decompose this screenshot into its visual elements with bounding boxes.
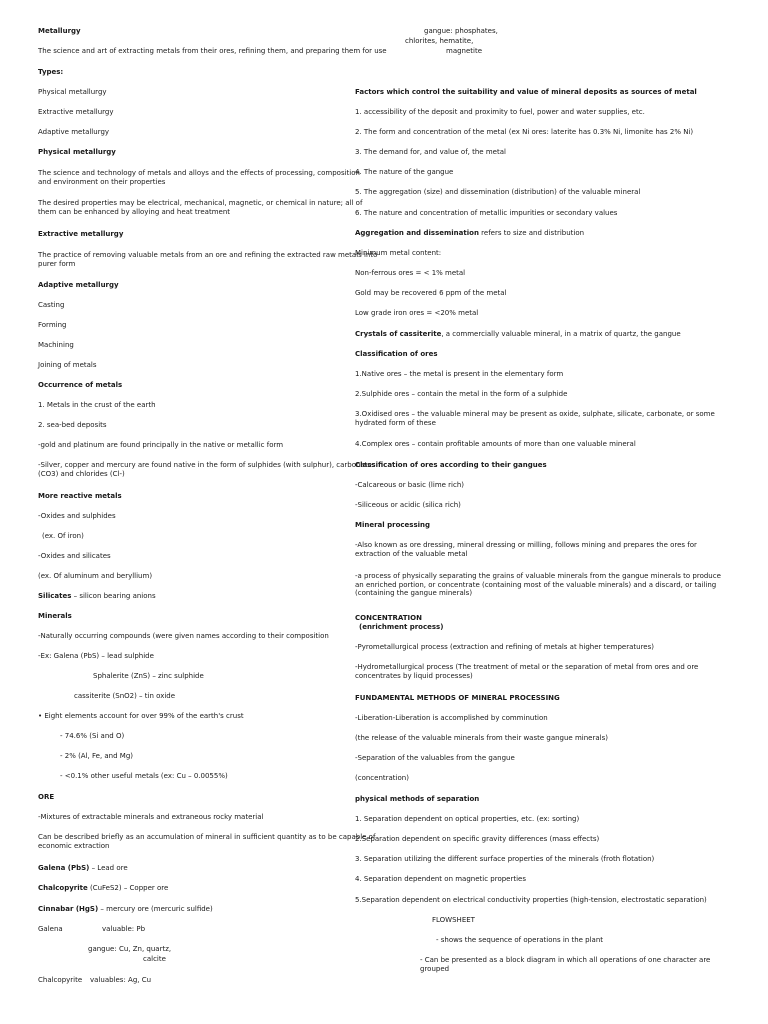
factor-item: 5. The aggregation (size) and dissemination (distribution) of the valuable mineral (355, 188, 641, 196)
galena-ore-line (38, 864, 128, 873)
ore-table-valuable: valuable: Pb (102, 925, 146, 933)
factor-item: 2. The form and concentration of the metal (ex Ni ores: laterite has 0.3% Ni, limonite has 2% Ni) (355, 128, 694, 136)
cinnabar-term: Cinnabar (HgS) (38, 905, 99, 913)
factor-item: 4. The nature of the gangue (355, 168, 454, 176)
adaptive-item: Casting (38, 301, 65, 309)
reactive-metals-heading: More reactive metals (38, 492, 122, 500)
occurrence-item: 2. sea-bed deposits (38, 421, 107, 429)
type-item: Adaptive metallurgy (38, 128, 110, 136)
reactive-example: (ex. Of iron) (42, 532, 84, 540)
silver-text: -Silver, copper and mercury are found native in the form of sulphides (with sulphur), carbonates (CO3) and chlorides (Cl-) (38, 461, 376, 478)
content-item: Low grade iron ores = <20% metal (355, 309, 479, 317)
ore-text: -Mixtures of extractable minerals and extraneous rocky material (38, 813, 264, 821)
silicates-term: Silicates (38, 592, 72, 600)
crust-percent: - 74.6% (Si and O) (60, 732, 125, 740)
concentration-heading: CONCENTRATION (355, 614, 422, 622)
crystals-line (355, 330, 681, 339)
method-item: -Separation of the valuables from the gangue (355, 754, 515, 762)
minerals-heading: Minerals (38, 612, 72, 620)
separation-item: 2.Separation dependent on specific gravity differences (mass effects) (355, 835, 600, 843)
ore-table-name: Chalcopyrite (38, 976, 83, 984)
physical-metallurgy-text: The science and technology of metals and alloys and the effects of processing, composition and environment on their properties (38, 169, 360, 186)
aggregation-line (355, 229, 584, 238)
ore-table-gangue: gangue: Cu, Zn, quartz, (88, 945, 172, 953)
crust-percent: - 2% (Al, Fe, and Mg) (60, 752, 134, 760)
classification-heading: Classification of ores (355, 350, 438, 358)
galena-term: Galena (PbS) (38, 864, 90, 872)
content-item: Non-ferrous ores = < 1% metal (355, 269, 466, 277)
mineral-example: cassiterite (SnO2) – tin oxide (74, 692, 176, 700)
mineral-processing-text: -Also known as ore dressing, mineral dressing or milling, follows mining and prepares the ores for extraction of the valuable metal (355, 541, 697, 558)
separation-item: 1. Separation dependent on optical properties, etc. (ex: sorting) (355, 815, 580, 823)
silicates-definition: – silicon bearing anions (71, 592, 156, 600)
cinnabar-ore-line (38, 905, 213, 914)
flowsheet-item: - shows the sequence of operations in the plant (436, 936, 604, 944)
ore-text-2: Can be described briefly as an accumulation of mineral in sufficient quantity as to be capable of economic extraction (38, 833, 376, 850)
cinnabar-definition: – mercury ore (mercuric sulfide) (98, 905, 213, 913)
method-item: -Liberation-Liberation is accomplished by comminution (355, 714, 548, 722)
extractive-metallurgy-heading: Extractive metallurgy (38, 230, 124, 238)
crystals-definition: , a commercially valuable mineral, in a matrix of quartz, the gangue (441, 330, 681, 338)
document-title: Metallurgy (38, 27, 81, 35)
gangue-top: chlorites, hematite, (405, 37, 474, 45)
ore-class-item: 3.Oxidised ores – the valuable mineral may be present as oxide, sulphate, silicate, carbonate, or some hydrated form of these (355, 410, 715, 427)
content-item: Gold may be recovered 6 ppm of the metal (355, 289, 507, 297)
chalcopyrite-ore-line (38, 884, 168, 893)
type-item: Extractive metallurgy (38, 108, 114, 116)
crystals-term: Crystals of cassiterite (355, 330, 442, 338)
metallurgy-definition: The science and art of extracting metals from their ores, refining them, and preparing them for use (38, 47, 387, 55)
physical-metallurgy-heading: Physical metallurgy (38, 148, 116, 156)
fundamental-methods-heading: FUNDAMENTAL METHODS OF MINERAL PROCESSING (355, 694, 560, 702)
separation-item: 3. Separation utilizing the different surface properties of the minerals (froth flotation) (355, 855, 655, 863)
method-item: (the release of the valuable minerals from their waste gangue minerals) (355, 734, 608, 742)
gangue-class-item: -Siliceous or acidic (silica rich) (355, 501, 461, 509)
separation-item: 5.Separation dependent on electrical conductivity properties (high-tension, electrostatic separation) (355, 896, 707, 904)
ore-class-item: 4.Complex ores – contain profitable amounts of more than one valuable mineral (355, 440, 636, 448)
adaptive-metallurgy-heading: Adaptive metallurgy (38, 281, 119, 289)
flowsheet-heading: FLOWSHEET (432, 916, 475, 924)
enrichment-subheading: (enrichment process) (359, 623, 444, 631)
minerals-text: -Naturally occurring compounds (were given names according to their composition (38, 632, 329, 640)
ore-table-gangue: calcite (143, 955, 166, 963)
ore-table-name: Galena (38, 925, 63, 933)
adaptive-item: Machining (38, 341, 74, 349)
factor-item: 3. The demand for, and value of, the metal (355, 148, 506, 156)
ore-class-item: 1.Native ores – the metal is present in the elementary form (355, 370, 564, 378)
mineral-example: Sphalerite (ZnS) – zinc sulphide (93, 672, 204, 680)
crust-percent: - <0.1% other useful metals (ex: Cu – 0.0055%) (60, 772, 228, 780)
method-item: (concentration) (355, 774, 409, 782)
mineral-processing-text-2: -a process of physically separating the grains of valuable minerals from the gangue minerals to produce an enriched portion, or concentrate (containing most of the valuable minerals) and a discard, or tailing (containing the gangue minerals) (355, 572, 721, 597)
ore-heading: ORE (38, 793, 55, 801)
type-item: Physical metallurgy (38, 88, 107, 96)
concentration-process: -Hydrometallurgical process (The treatment of metal or the separation of metal from ores and ore concentrates by liquid processes) (355, 663, 699, 680)
galena-definition: – Lead ore (89, 864, 128, 872)
aggregation-definition: refers to size and distribution (478, 229, 585, 237)
minimum-content: Minimum metal content: (355, 249, 442, 257)
chalcopyrite-definition: (CuFeS2) – Copper ore (87, 884, 169, 892)
gangue-top: gangue: phosphates, (424, 27, 498, 35)
types-heading: Types: (38, 68, 64, 76)
mineral-example: -Ex: Galena (PbS) – lead sulphide (38, 652, 154, 660)
ore-class-item: 2.Sulphide ores – contain the metal in the form of a sulphide (355, 390, 568, 398)
gangue-top: magnetite (446, 47, 483, 55)
reactive-example: (ex. Of aluminum and beryllium) (38, 572, 153, 580)
adaptive-item: Joining of metals (38, 361, 97, 369)
factor-item: 1. accessibility of the deposit and proximity to fuel, power and water supplies, etc. (355, 108, 645, 116)
flowsheet-item: - Can be presented as a block diagram in which all operations of one character are grouped (420, 956, 711, 973)
occurrence-item: 1. Metals in the crust of the earth (38, 401, 156, 409)
physical-separation-heading: physical methods of separation (355, 795, 480, 803)
extractive-metallurgy-text: The practice of removing valuable metals from an ore and refining the extracted raw metals into purer form (38, 251, 378, 268)
ore-table-valuable: valuables: Ag, Cu (90, 976, 152, 984)
adaptive-item: Forming (38, 321, 67, 329)
factor-item: 6. The nature and concentration of metallic impurities or secondary values (355, 209, 618, 217)
reactive-item: -Oxides and sulphides (38, 512, 116, 520)
reactive-item: -Oxides and silicates (38, 552, 111, 560)
factors-heading: Factors which control the suitability and value of mineral deposits as sources of metal (355, 88, 697, 96)
eight-elements: • Eight elements account for over 99% of the earth's crust (38, 712, 244, 720)
separation-item: 4. Separation dependent on magnetic properties (355, 875, 527, 883)
silicates-line (38, 592, 156, 601)
gold-text: -gold and platinum are found principally in the native or metallic form (38, 441, 284, 449)
physical-metallurgy-text-2: The desired properties may be electrical, mechanical, magnetic, or chemical in nature; all of them can be enhanced by alloying and heat treatment (38, 199, 363, 216)
concentration-process: -Pyrometallurgical process (extraction and refining of metals at higher temperatures) (355, 643, 654, 651)
mineral-processing-heading: Mineral processing (355, 521, 431, 529)
chalcopyrite-term: Chalcopyrite (38, 884, 88, 892)
gangue-class-item: -Calcareous or basic (lime rich) (355, 481, 465, 489)
occurrence-heading: Occurrence of metals (38, 381, 123, 389)
aggregation-term: Aggregation and dissemination (355, 229, 479, 237)
gangue-classification-heading: Classification of ores according to their gangues (355, 461, 547, 469)
